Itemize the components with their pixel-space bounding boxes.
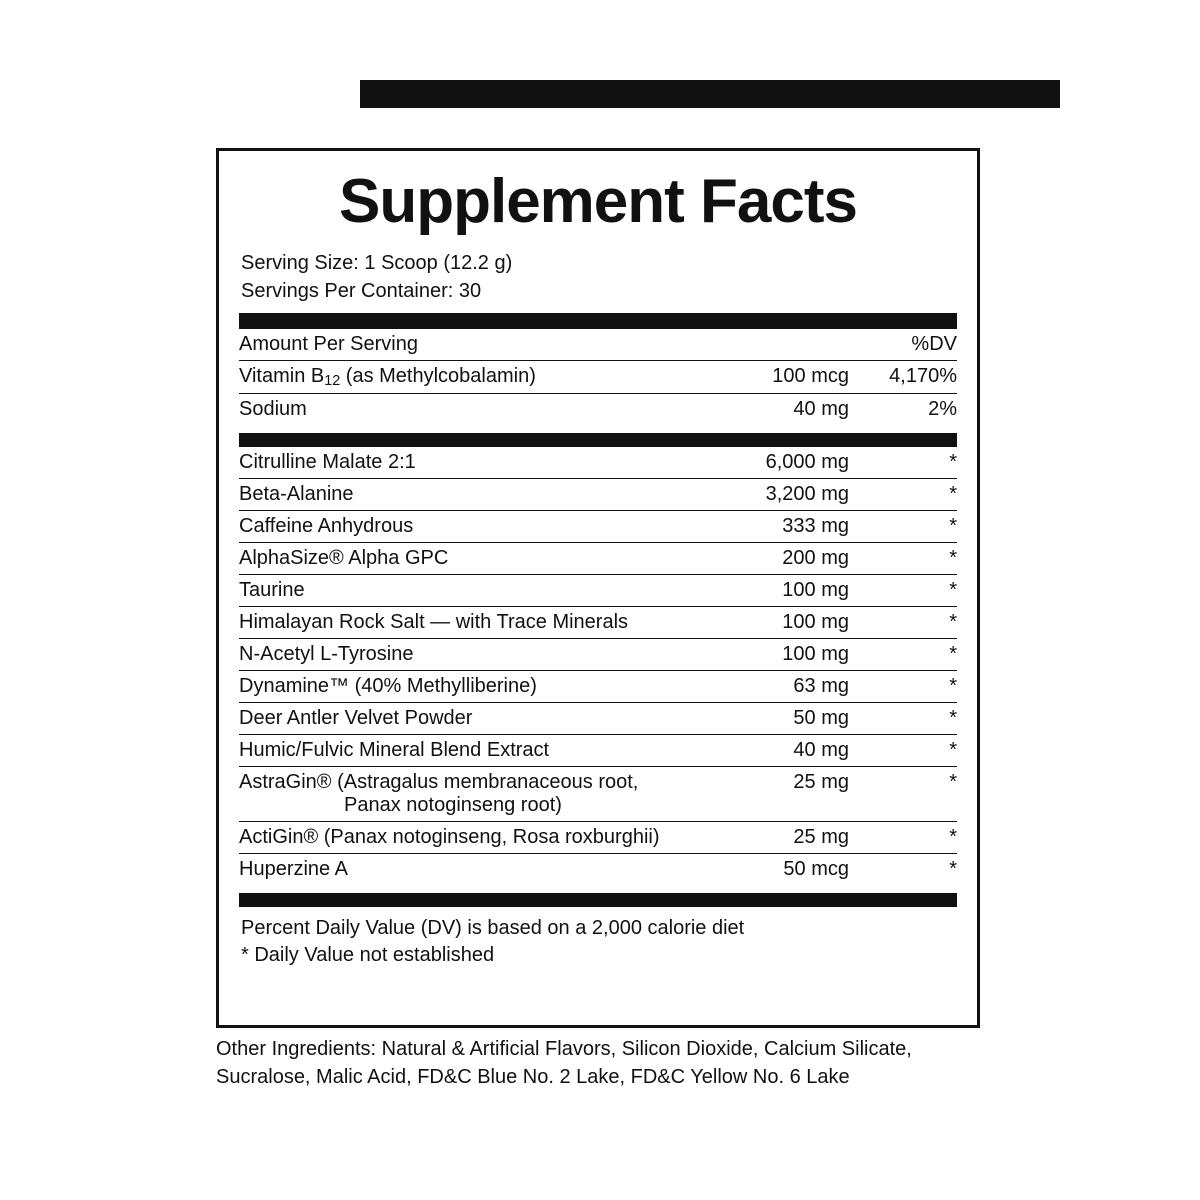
nutrient-dv: 2% (928, 398, 957, 421)
ingredient-name: Dynamine™ (40% Methylliberine) (239, 671, 709, 703)
ingredient-name: Deer Antler Velvet Powder (239, 703, 709, 735)
ingredient-name-line2: Panax notoginseng root) (344, 794, 562, 817)
table-row (239, 607, 957, 639)
other-ingredients (216, 1035, 996, 1092)
ingredient-dv: * (849, 607, 957, 639)
table-header-row (239, 329, 957, 361)
ingredient-amount: 3,200 mg (709, 479, 849, 511)
ingredient-dv: * (849, 543, 957, 575)
serving-size: Serving Size: 1 Scoop (12.2 g) (241, 252, 513, 275)
ingredient-name: AlphaSize® Alpha GPC (239, 543, 709, 575)
servings-per-container: Servings Per Container: 30 (241, 279, 482, 302)
nutrient-dv: 4,170% (849, 361, 957, 394)
table-row (239, 767, 957, 822)
ingredient-amount: 25 mg (709, 767, 849, 822)
table-row (239, 575, 957, 607)
ingredient-dv: * (849, 767, 957, 822)
serving-info (239, 250, 957, 305)
ingredient-name: Caffeine Anhydrous (239, 511, 709, 543)
nutrient-name-post: (as Methylcobalamin) (340, 365, 536, 388)
table-row (239, 479, 957, 511)
ingredient-amount: 25 mg (709, 822, 849, 854)
ingredient-dv: * (849, 447, 957, 479)
page-title: Supplement Facts (339, 167, 857, 236)
ingredient-name: Huperzine A (239, 858, 348, 881)
divider-heavy-mid (239, 433, 957, 447)
ingredient-dv: * (849, 671, 957, 703)
ingredient-dv: * (849, 575, 957, 607)
other-ingredients-line1: Other Ingredients: Natural & Artificial Flavors, Silicon Dioxide, Calcium Silicate, (216, 1038, 912, 1060)
nutrition-table-top (239, 329, 957, 425)
ingredient-name-line1: AstraGin® (Astragalus membranaceous root, (239, 771, 639, 794)
ingredient-dv: * (949, 858, 957, 881)
ingredient-amount: 50 mcg (783, 858, 849, 881)
ingredient-amount: 50 mg (709, 703, 849, 735)
nutrient-name-pre: Vitamin B (239, 365, 325, 388)
ingredient-dv: * (849, 735, 957, 767)
table-row (239, 447, 957, 479)
nutrient-amount: 100 mcg (709, 361, 849, 394)
ingredient-dv: * (849, 639, 957, 671)
divider-heavy-bottom (239, 893, 957, 907)
ingredient-amount: 100 mg (709, 575, 849, 607)
table-row (239, 735, 957, 767)
column-header-dv: %DV (849, 329, 957, 361)
table-row (239, 671, 957, 703)
ingredient-amount: 333 mg (709, 511, 849, 543)
ingredient-dv: * (849, 479, 957, 511)
ingredient-table (239, 447, 957, 885)
ingredient-name: Humic/Fulvic Mineral Blend Extract (239, 735, 709, 767)
supplement-facts-panel (216, 148, 980, 1028)
nutrient-amount: 40 mg (793, 398, 849, 421)
column-header-spacer (709, 329, 849, 361)
ingredient-amount: 100 mg (709, 639, 849, 671)
table-row (239, 822, 957, 854)
nutrient-name-pre: Sodium (239, 398, 307, 421)
redacted-banner (360, 80, 1060, 108)
ingredient-amount: 6,000 mg (709, 447, 849, 479)
ingredient-name: N-Acetyl L-Tyrosine (239, 639, 709, 671)
footnote-not-established: * Daily Value not established (241, 944, 495, 967)
nutrient-name (239, 361, 709, 394)
ingredient-amount: 200 mg (709, 543, 849, 575)
footnote-daily-value: Percent Daily Value (DV) is based on a 2,000 calorie diet (241, 917, 745, 940)
ingredient-dv: * (849, 703, 957, 735)
table-row (239, 543, 957, 575)
table-row (239, 511, 957, 543)
ingredient-name: Taurine (239, 575, 709, 607)
table-row (239, 854, 957, 886)
nutrient-name (239, 394, 709, 426)
table-row (239, 639, 957, 671)
ingredient-name: Beta-Alanine (239, 479, 709, 511)
ingredient-amount: 40 mg (709, 735, 849, 767)
table-row (239, 703, 957, 735)
nutrient-name-sub: 12 (324, 373, 341, 390)
ingredient-name: ActiGin® (Panax notoginseng, Rosa roxburghii) (239, 822, 709, 854)
ingredient-dv: * (849, 511, 957, 543)
ingredient-name: Citrulline Malate 2:1 (239, 447, 709, 479)
divider-heavy-top (239, 313, 957, 329)
footnotes (239, 915, 957, 969)
ingredient-amount: 63 mg (709, 671, 849, 703)
ingredient-name (239, 767, 709, 822)
ingredient-dv: * (849, 822, 957, 854)
ingredient-amount: 100 mg (709, 607, 849, 639)
other-ingredients-line2: Sucralose, Malic Acid, FD&C Blue No. 2 Lake, FD&C Yellow No. 6 Lake (216, 1066, 850, 1089)
column-header-amount: Amount Per Serving (239, 329, 709, 361)
table-row (239, 361, 957, 394)
ingredient-name: Himalayan Rock Salt — with Trace Minerals (239, 607, 709, 639)
table-row (239, 394, 957, 426)
